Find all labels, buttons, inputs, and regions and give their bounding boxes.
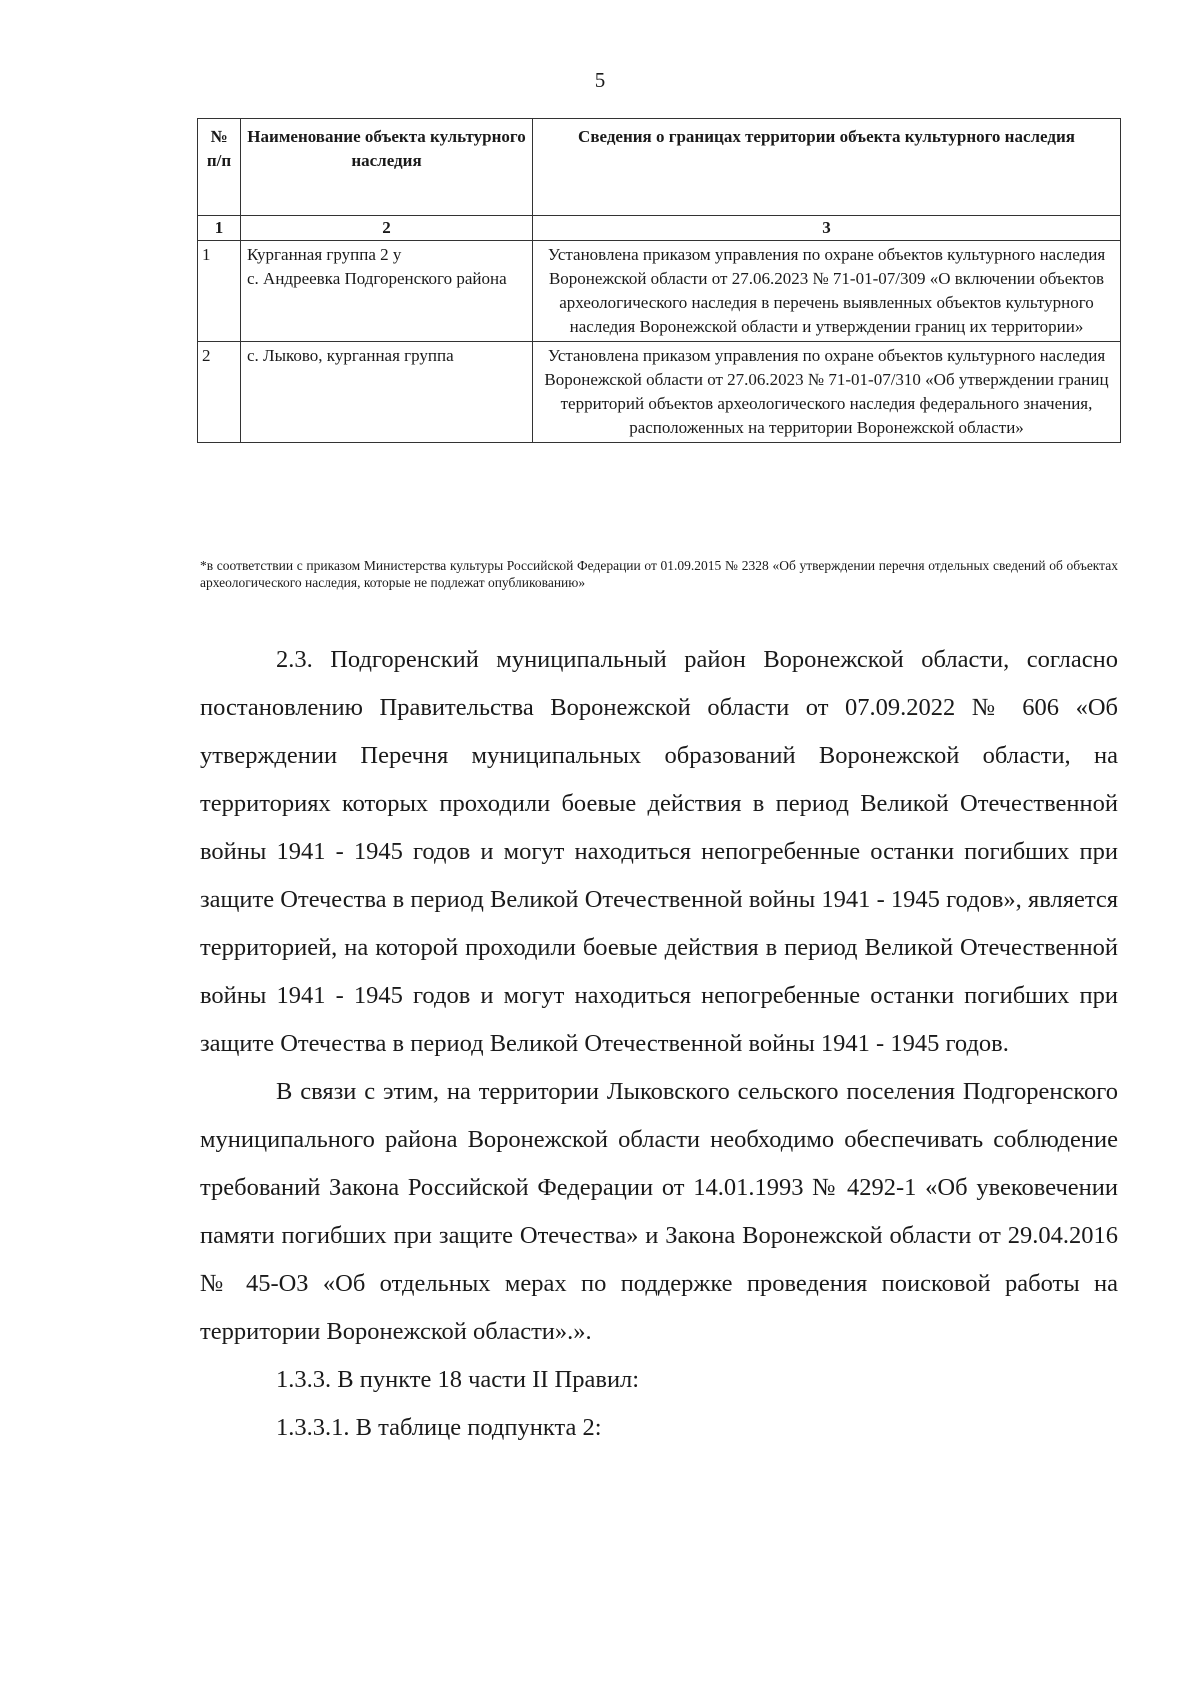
header-number: № п/п (198, 119, 241, 216)
table-footnote: *в соответствии с приказом Министерства культуры Российской Федерации от 01.09.2015 № 2328 «Об утверждении перечня отдельных сведений об объектах археологического наследия, которые не подлежат опубликованию» (200, 558, 1118, 590)
heritage-table (197, 118, 1121, 443)
body-text (200, 636, 1118, 1452)
table-row (198, 342, 1121, 443)
row-number: 2 (198, 342, 241, 443)
page-number: 5 (594, 68, 606, 92)
column-number-row (198, 216, 1121, 241)
boundary-info: Установлена приказом управления по охране объектов культурного наследия Воронежской области от 27.06.2023 № 71-01-07/310 «Об утверждении границ территорий объектов археологического наследия федерального значения, расположенных на территории Воронежской области» (533, 342, 1121, 443)
header-boundaries: Сведения о границах территории объекта культурного наследия (533, 119, 1121, 216)
object-name: с. Лыково, курганная группа (241, 342, 533, 443)
paragraph: 1.3.3. В пункте 18 части II Правил: (276, 1366, 640, 1393)
paragraph: В связи с этим, на территории Лыковского сельского поселения Подгоренского муниципального района Воронежской области необходимо обеспечивать соблюдение требований Закона Российской Федерации от 14.01.1993 № 4292-1 «Об увековечении памяти погибших при защите Отечества» и Закона Воронежской области от 29.04.2016 № 45-ОЗ «Об отдельных мерах по поддержке проведения поисковой работы на территории Воронежской области».». (200, 1078, 1118, 1345)
boundary-info: Установлена приказом управления по охране объектов культурного наследия Воронежской области от 27.06.2023 № 71-01-07/309 «О включении объектов археологического наследия в перечень выявленных объектов культурного наследия Воронежской области и утверждении границ их территории» (533, 241, 1121, 342)
paragraph: 1.3.3.1. В таблице подпункта 2: (276, 1414, 602, 1441)
column-number: 3 (533, 216, 1121, 241)
column-number: 2 (241, 216, 533, 241)
row-number: 1 (198, 241, 241, 342)
table-row (198, 241, 1121, 342)
table-header-row (198, 119, 1121, 216)
object-name: Курганная группа 2 у с. Андреевка Подгоренского района (241, 241, 533, 342)
column-number: 1 (198, 216, 241, 241)
paragraph: 2.3. Подгоренский муниципальный район Воронежской области, согласно постановлению Правительства Воронежской области от 07.09.2022 № 606 «Об утверждении Перечня муниципальных образований Воронежской области, на территориях которых проходили боевые действия в период Великой Отечественной войны 1941 - 1945 годов и могут находиться непогребенные останки погибших при защите Отечества в период Великой Отечественной войны 1941 - 1945 годов», является территорией, на которой проходили боевые действия в период Великой Отечественной войны 1941 - 1945 годов и могут находиться непогребенные останки погибших при защите Отечества в период Великой Отечественной войны 1941 - 1945 годов. (200, 646, 1118, 1057)
header-object-name: Наименование объекта культурного наследия (241, 119, 533, 216)
